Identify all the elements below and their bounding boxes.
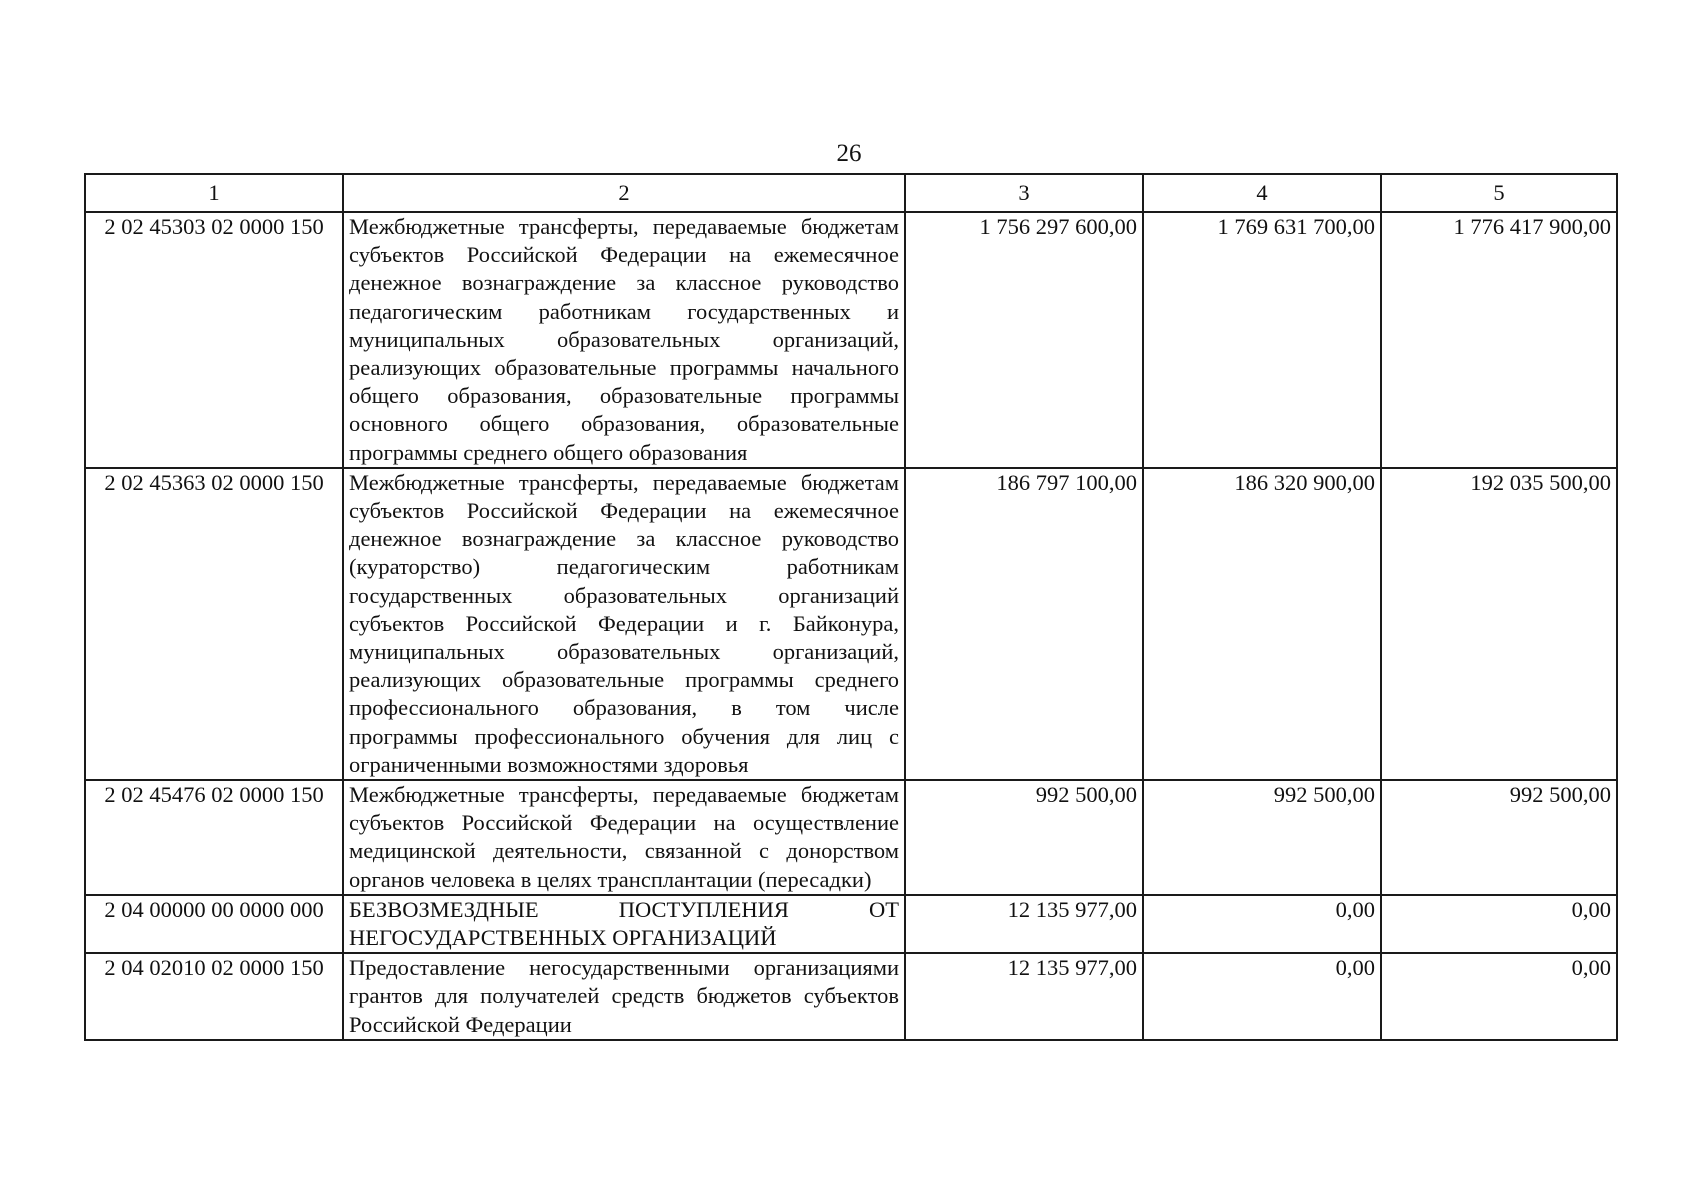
table-row bbox=[85, 953, 1617, 1040]
table-header-row bbox=[85, 174, 1617, 212]
amount-col5-cell: 0,00 bbox=[1381, 895, 1617, 953]
amount-col3-cell: 992 500,00 bbox=[905, 780, 1143, 895]
column-header-5: 5 bbox=[1381, 174, 1617, 212]
amount-col4-cell: 0,00 bbox=[1143, 895, 1381, 953]
amount-col5-cell: 0,00 bbox=[1381, 953, 1617, 1040]
table-row bbox=[85, 468, 1617, 780]
amount-col3-cell: 186 797 100,00 bbox=[905, 468, 1143, 780]
description-cell: Межбюджетные трансферты, передаваемые бюджетам субъектов Российской Федерации на ежемесячное денежное вознаграждение за классное руководство (кураторство) педагогическим работникам государственных образовательных организаций субъектов Российской Федерации и г. Байконура, муниципальных образовательных организаций, реализующих образовательные программы среднего профессионального образования, в том числе программы профессионального обучения для лиц с ограниченными возможностями здоровья bbox=[343, 468, 905, 780]
table-row bbox=[85, 895, 1617, 953]
budget-code-cell: 2 02 45303 02 0000 150 bbox=[85, 212, 343, 468]
table-row bbox=[85, 780, 1617, 895]
amount-col5-cell: 192 035 500,00 bbox=[1381, 468, 1617, 780]
budget-code-cell: 2 02 45363 02 0000 150 bbox=[85, 468, 343, 780]
budget-code-cell: 2 04 00000 00 0000 000 bbox=[85, 895, 343, 953]
budget-code-cell: 2 04 02010 02 0000 150 bbox=[85, 953, 343, 1040]
description-cell: Межбюджетные трансферты, передаваемые бюджетам субъектов Российской Федерации на ежемесячное денежное вознаграждение за классное руководство педагогическим работникам государственных и муниципальных образовательных организаций, реализующих образовательные программы начального общего образования, образовательные программы основного общего образования, образовательные программы среднего общего образования bbox=[343, 212, 905, 468]
amount-col3-cell: 12 135 977,00 bbox=[905, 895, 1143, 953]
column-header-2: 2 bbox=[343, 174, 905, 212]
amount-col5-cell: 992 500,00 bbox=[1381, 780, 1617, 895]
column-header-4: 4 bbox=[1143, 174, 1381, 212]
table-row bbox=[85, 212, 1617, 468]
amount-col3-cell: 1 756 297 600,00 bbox=[905, 212, 1143, 468]
budget-revenue-table bbox=[84, 173, 1618, 1041]
description-cell: Предоставление негосударственными организациями грантов для получателей средств бюджетов субъектов Российской Федерации bbox=[343, 953, 905, 1040]
amount-col3-cell: 12 135 977,00 bbox=[905, 953, 1143, 1040]
amount-col4-cell: 992 500,00 bbox=[1143, 780, 1381, 895]
amount-col5-cell: 1 776 417 900,00 bbox=[1381, 212, 1617, 468]
column-header-1: 1 bbox=[85, 174, 343, 212]
budget-code-cell: 2 02 45476 02 0000 150 bbox=[85, 780, 343, 895]
column-header-3: 3 bbox=[905, 174, 1143, 212]
description-cell: Межбюджетные трансферты, передаваемые бюджетам субъектов Российской Федерации на осуществление медицинской деятельности, связанной с донорством органов человека в целях трансплантации (пересадки) bbox=[343, 780, 905, 895]
amount-col4-cell: 0,00 bbox=[1143, 953, 1381, 1040]
page-number: 26 bbox=[836, 140, 862, 167]
amount-col4-cell: 1 769 631 700,00 bbox=[1143, 212, 1381, 468]
description-cell: БЕЗВОЗМЕЗДНЫЕ ПОСТУПЛЕНИЯ ОТ НЕГОСУДАРСТВЕННЫХ ОРГАНИЗАЦИЙ bbox=[343, 895, 905, 953]
amount-col4-cell: 186 320 900,00 bbox=[1143, 468, 1381, 780]
